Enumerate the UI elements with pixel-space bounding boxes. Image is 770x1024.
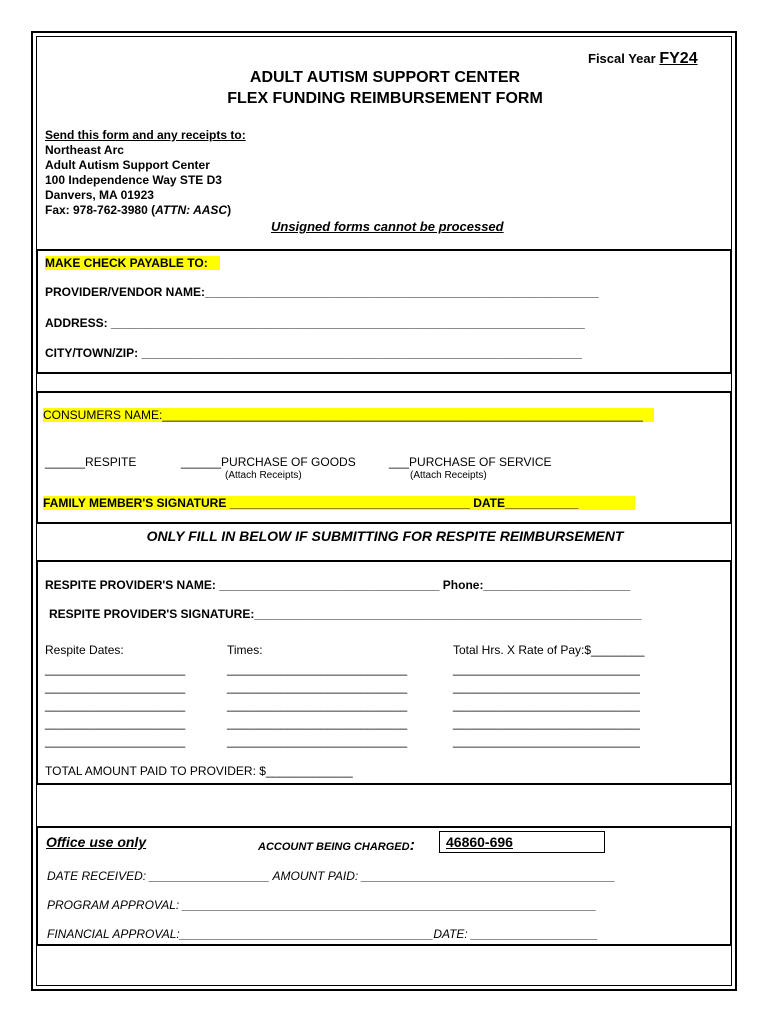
respite-provider-signature-field[interactable]: RESPITE PROVIDER'S SIGNATURE:__________________________________________________________ (49, 607, 642, 621)
date-received-field[interactable]: DATE RECEIVED: __________________ AMOUNT PAID: ______________________________________ (47, 869, 616, 883)
fiscal-year-value: FY24 (659, 50, 698, 67)
address-line4: Danvers, MA 01923 (45, 188, 154, 202)
purchase-goods-option[interactable]: ______PURCHASE OF GOODS (181, 455, 356, 469)
total-row-2[interactable]: ____________________________ (453, 680, 640, 694)
respite-notice: ONLY FILL IN BELOW IF SUBMITTING FOR RESPITE REIMBURSEMENT (146, 528, 624, 544)
times-row-3[interactable]: ___________________________ (227, 698, 408, 712)
goods-receipt-note: (Attach Receipts) (225, 470, 302, 481)
fax-prefix: Fax: 978-762-3980 ( (45, 203, 156, 217)
times-row-5[interactable]: ___________________________ (227, 734, 408, 748)
send-to-label: Send this form and any receipts to: (45, 128, 246, 142)
total-hours-header: Total Hrs. X Rate of Pay:$________ (453, 643, 645, 657)
total-row-3[interactable]: ____________________________ (453, 698, 640, 712)
purchase-service-option[interactable]: ___PURCHASE OF SERVICE (389, 455, 552, 469)
total-row-1[interactable]: ____________________________ (453, 662, 640, 676)
account-charged-text: ACCOUNT BEING CHARGED (258, 841, 410, 853)
times-column (227, 660, 407, 750)
program-approval-field[interactable]: PROGRAM APPROVAL: ______________________________________________________________ (47, 898, 597, 912)
address-line2: Adult Autism Support Center (45, 158, 210, 172)
fax-suffix: ) (227, 203, 232, 217)
respite-date-row-2[interactable]: _____________________ (45, 680, 186, 694)
times-row-1[interactable]: ___________________________ (227, 662, 408, 676)
account-charged-label (258, 837, 415, 855)
respite-date-row-3[interactable]: _____________________ (45, 698, 186, 712)
form-title-line2: FLEX FUNDING REIMBURSEMENT FORM (227, 90, 543, 107)
respite-date-row-4[interactable]: _____________________ (45, 716, 186, 730)
fax-attn: ATTN: AASC (155, 203, 228, 217)
address-field[interactable]: ADDRESS: _______________________________________________________________________ (45, 316, 585, 330)
fiscal-year-label: Fiscal Year (588, 51, 656, 66)
family-member-signature-field[interactable]: FAMILY MEMBER'S SIGNATURE ____________________________________ DATE___________ (43, 496, 635, 510)
unsigned-note: Unsigned forms cannot be processed (271, 219, 504, 234)
account-number-value: 46860-696 (446, 834, 513, 850)
form-title-line1: ADULT AUTISM SUPPORT CENTER (249, 69, 521, 86)
provider-vendor-name-field[interactable]: PROVIDER/VENDOR NAME:___________________________________________________________ (45, 285, 599, 299)
total-row-5[interactable]: ____________________________ (453, 734, 640, 748)
service-receipt-note: (Attach Receipts) (410, 470, 487, 481)
address-line3: 100 Independence Way STE D3 (45, 173, 222, 187)
financial-approval-field[interactable]: FINANCIAL APPROVAL:______________________________________DATE: ___________________ (47, 927, 598, 941)
respite-dates-column (45, 660, 185, 750)
consumers-name-field[interactable]: CONSUMERS NAME:________________________________________________________________________ (43, 408, 654, 422)
respite-date-row-5[interactable]: _____________________ (45, 734, 186, 748)
respite-provider-name-field[interactable]: RESPITE PROVIDER'S NAME: _________________________________ Phone:______________________ (45, 578, 631, 592)
times-row-4[interactable]: ___________________________ (227, 716, 408, 730)
city-town-zip-field[interactable]: CITY/TOWN/ZIP: __________________________________________________________________ (45, 346, 582, 360)
office-use-heading: Office use only (46, 834, 147, 850)
total-amount-paid-field[interactable]: TOTAL AMOUNT PAID TO PROVIDER: $_____________ (45, 764, 353, 778)
fax-line (45, 203, 231, 217)
total-row-4[interactable]: ____________________________ (453, 716, 640, 730)
total-column (453, 660, 640, 750)
respite-dates-header: Respite Dates: (45, 643, 124, 657)
address-line1: Northeast Arc (45, 143, 124, 157)
account-charged-colon: : (409, 837, 415, 854)
fiscal-year (588, 50, 698, 68)
respite-date-row-1[interactable]: _____________________ (45, 662, 186, 676)
respite-option[interactable]: ______RESPITE (45, 455, 137, 469)
payable-heading: MAKE CHECK PAYABLE TO: (45, 256, 220, 270)
times-row-2[interactable]: ___________________________ (227, 680, 408, 694)
times-header: Times: (227, 643, 263, 657)
